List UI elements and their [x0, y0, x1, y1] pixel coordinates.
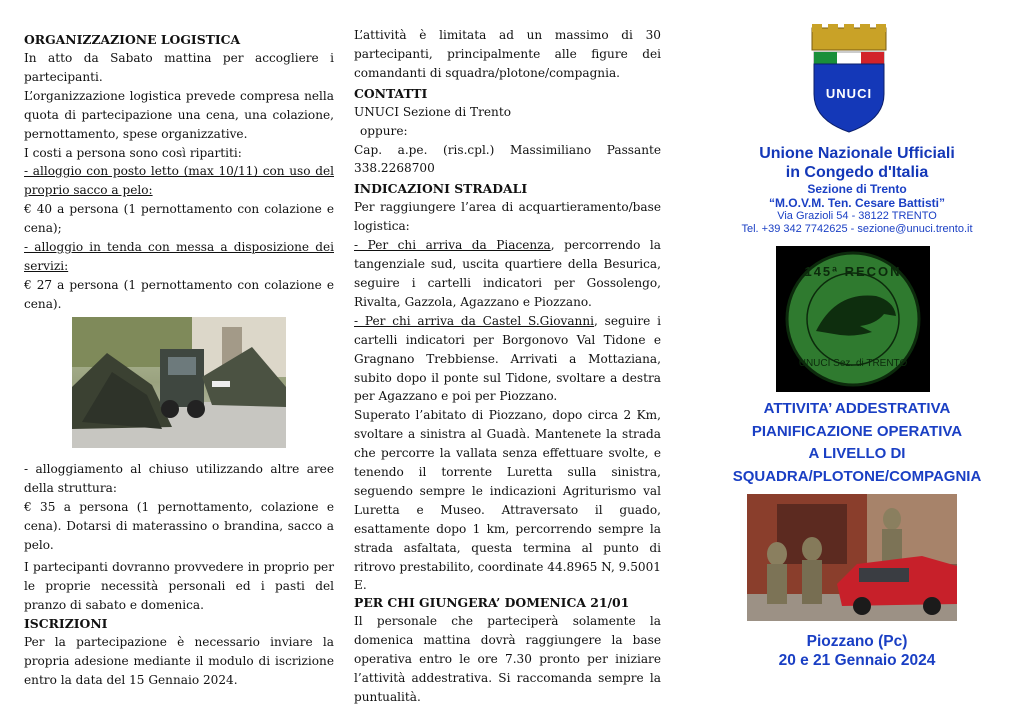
- address: Via Grazioli 54 - 38122 TRENTO: [777, 210, 937, 222]
- recon-patch: [776, 246, 930, 392]
- contacts-line-1: UNUCI Sezione di Trento: [354, 104, 511, 119]
- option-tent-price: € 27 a persona (1 pernottamento con colazione e cena).: [24, 277, 334, 311]
- activity-line-3: A LIVELLO DI: [808, 445, 906, 462]
- sunday-section: [354, 594, 661, 707]
- event-dates: 20 e 21 Gennaio 2024: [778, 652, 936, 669]
- camp-photo: [72, 317, 286, 448]
- activity-line-4: SQUADRA/PLOTONE/COMPAGNIA: [732, 467, 982, 485]
- section-name: Sezione di Trento: [807, 182, 907, 196]
- patch-bottom-text: UNUCI Sez. di TRENTO: [798, 358, 908, 369]
- activity-line-2: PIANIFICAZIONE OPERATIVA: [751, 422, 963, 440]
- contacts-line-2: oppure:: [360, 123, 408, 138]
- contacts-title: CONTATTI: [354, 85, 428, 101]
- contact-info: Tel. +39 342 7742625 - sezione@unuci.trento.it: [741, 223, 973, 235]
- indoor-section: [24, 460, 334, 555]
- option-bed-title: - alloggio con posto letto (max 10/11) con uso del proprio sacco a pelo:: [24, 164, 334, 198]
- sunday-text: Il personale che parteciperà solamente la domenica mattina dovrà raggiungere la base operativa entro le ore 7.30 pronto per iniziare l’attività addestrativa. Si raccomanda sempre la puntualità.: [354, 614, 661, 704]
- participants-limit: L’attività è limitata ad un massimo di 30 partecipanti, principalmente alle figure dei comandanti di squadra/plotone/compagnia.: [354, 28, 661, 80]
- event-place: Piozzano (Pc): [806, 633, 908, 650]
- left-column: [24, 0, 334, 724]
- unuci-crest: [804, 24, 894, 134]
- directions-piacenza-label: - Per chi arriva da Piacenza: [354, 238, 551, 253]
- option-bed-price: € 40 a persona (1 pernottamento con colazione e cena);: [24, 202, 334, 236]
- crest-text: UNUCI: [825, 86, 873, 101]
- meals-note: I partecipanti dovranno provvedere in proprio per le proprie necessità personali ed i pasti del pranzo di sabato e domenica.: [24, 560, 334, 612]
- directions-title: INDICAZIONI STRADALI: [354, 181, 528, 197]
- option-tent-title: - alloggio in tenda con messa a disposizione dei servizi:: [24, 240, 334, 273]
- activity-title: [690, 398, 1024, 488]
- training-photo: [747, 494, 957, 621]
- registration-title: ISCRIZIONI: [24, 615, 108, 631]
- directions-castel-label: - Per chi arriva da Castel S.Giovanni: [354, 313, 594, 328]
- option-indoor-title: - alloggiamento al chiuso utilizzando altre aree della struttura:: [24, 462, 334, 495]
- dedication: “M.O.V.M. Ten. Cesare Battisti”: [768, 196, 946, 210]
- training-photo-illustration: [747, 494, 957, 621]
- directions-castel-text: , seguire i cartelli indicatori per Borgonovo Val Tidone e Gragnano Trebbiense. Arrivati a Mottaziana, subito dopo il ponte sul Tidone, svoltare a destra per Agazzano e poi per Piozzano.: [354, 313, 661, 404]
- logistics-title: ORGANIZZAZIONE LOGISTICA: [24, 32, 241, 47]
- right-column: [690, 0, 1024, 724]
- organization-header: [690, 144, 1024, 236]
- activity-line-1: ATTIVITA’ ADDESTRATIVA: [763, 400, 951, 417]
- middle-column: [354, 0, 661, 724]
- unuci-crest-icon: [804, 24, 894, 134]
- directions-piacenza-text: , percorrendo la tangenziale sud, uscita quartiere della Besurica, seguire i cartelli indicatori per Gossolengo, Rivalta, Gazzola, Agazzano e Piozzano.: [354, 238, 661, 309]
- patch-top-text: 145ª RECON: [804, 264, 902, 279]
- registration-text: Per la partecipazione è necessario inviare la propria adesione mediante il modulo di iscrizione entro la data del 15 Gennaio 2024.: [24, 634, 334, 687]
- directions-block: [354, 26, 661, 595]
- directions-final: Superato l’abitato di Piozzano, dopo circa 2 Km, svoltare a sinistra al Guadà. Mantenete la strada che percorre la vallata senza effettuare svolte, e tenendo il torrente Luretta sulla sinistra, seguendo sempre le indicazioni Agriturismo val Luretta e Museo. Attraversato il guado, esattamente dopo 1 km, percorrendo sempre la strada asfaltata, questa termina al punto di ritrovo prestabilito, coordinate 44.8965 N, 9.5001 E.: [354, 408, 661, 593]
- option-indoor-price: € 35 a persona (1 pernottamento, colazione e cena). Dotarsi di materassino o brandina, sacco a pelo.: [24, 499, 334, 552]
- contacts-line-3: Cap. a.pe. (ris.cpl.) Massimiliano Passante 338.2268700: [354, 142, 661, 176]
- event-info: [690, 632, 1024, 670]
- meals-section: [24, 558, 334, 689]
- organization-name: Unione Nazionale Ufficiali in Congedo d'Italia: [759, 145, 955, 181]
- directions-intro: Per raggiungere l’area di acquartieramento/base logistica:: [354, 200, 661, 234]
- logistics-section: [24, 31, 334, 314]
- logistics-intro: In atto da Sabato mattina per accogliere i partecipanti.: [24, 51, 334, 84]
- camp-photo-illustration: [72, 317, 286, 448]
- sunday-title: PER CHI GIUNGERA’ DOMENICA 21/01: [354, 595, 630, 610]
- logistics-included: L’organizzazione logistica prevede compresa nella quota di partecipazione una cena, una colazione, pernottamento, spese organizzative.: [24, 88, 334, 141]
- directions-castel: [354, 312, 661, 407]
- directions-piacenza: [354, 236, 661, 312]
- logistics-costs: I costi a persona sono così ripartiti:: [24, 145, 242, 160]
